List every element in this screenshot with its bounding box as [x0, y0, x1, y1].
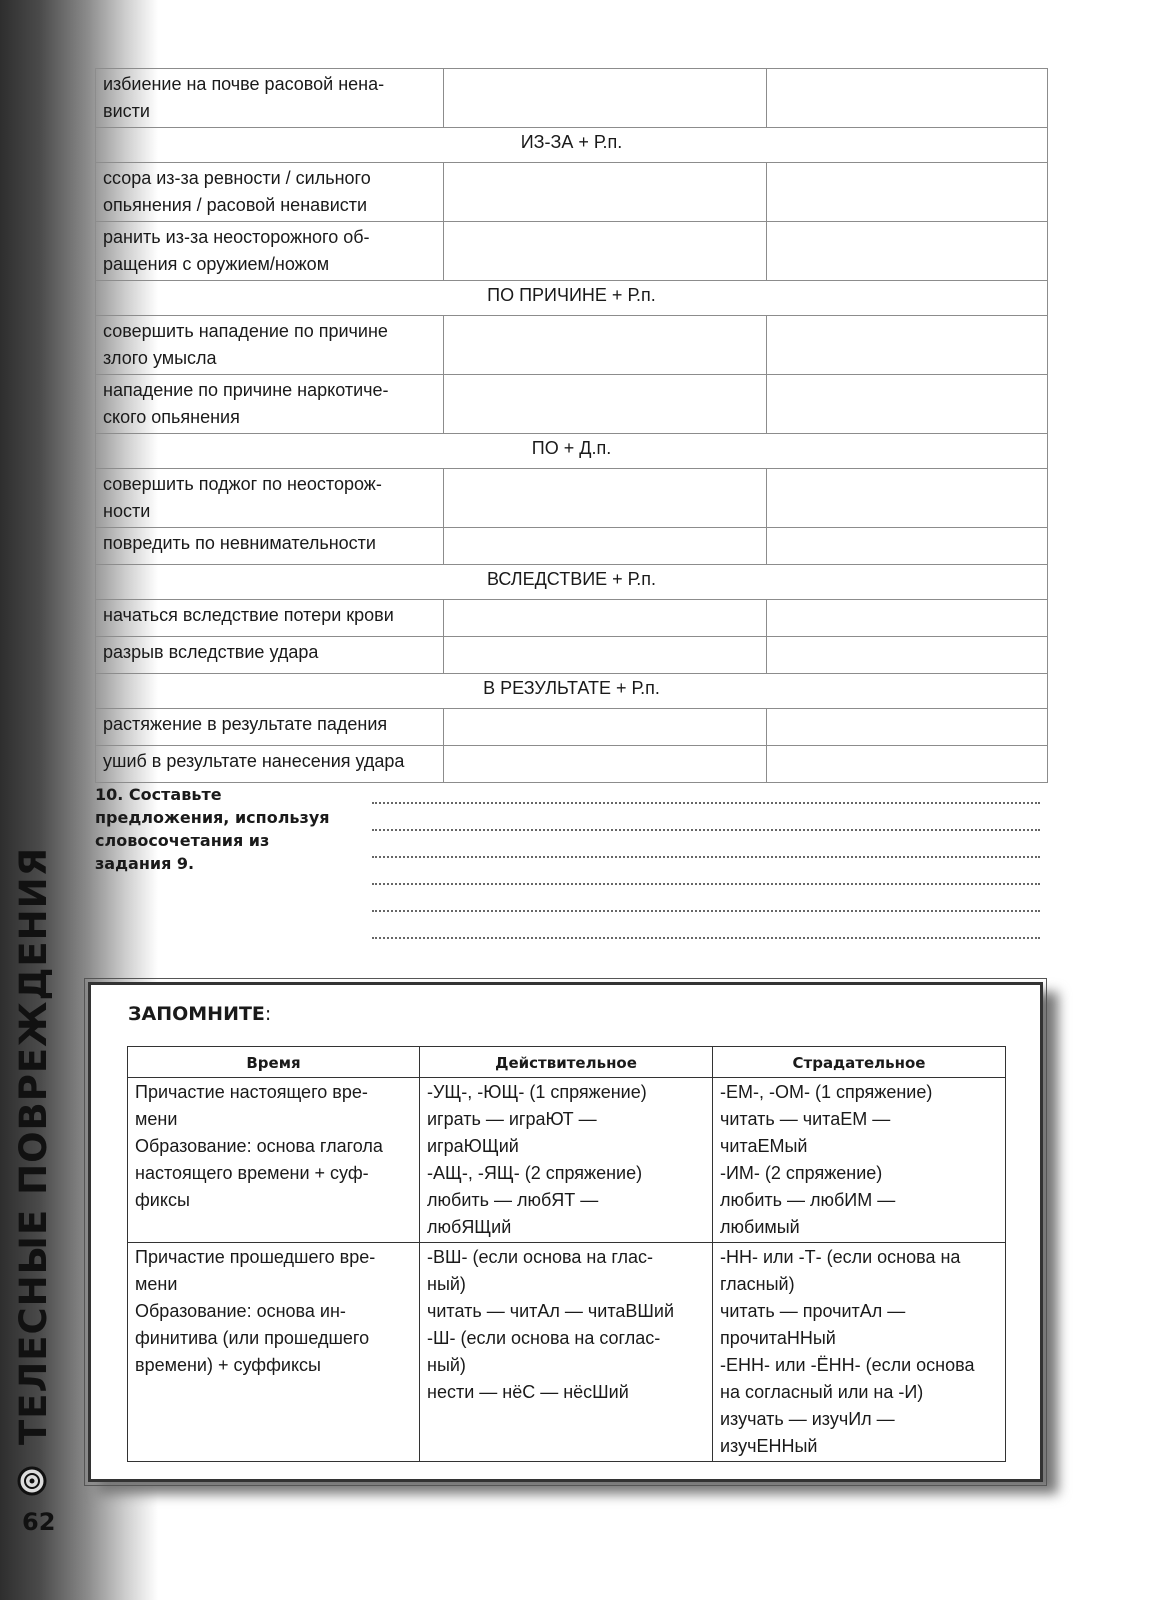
rule-active-cell: [420, 1243, 713, 1462]
column-header-active: Действительное: [420, 1047, 713, 1078]
table-row: [96, 222, 1048, 281]
answer-line[interactable]: [372, 827, 1040, 831]
rule-passive-cell: [713, 1243, 1006, 1462]
rule-active-cell: [420, 1078, 713, 1243]
task-line: словосочетания из: [95, 831, 270, 850]
rule-line: -АЩ-, -ЯЩ- (2 спряжение): [427, 1163, 643, 1183]
phrase-cell: [96, 469, 444, 528]
task-line: задания 9.: [95, 854, 195, 873]
answer-cell[interactable]: [444, 163, 767, 222]
answer-cell[interactable]: [767, 746, 1048, 783]
answer-cell[interactable]: [444, 528, 767, 565]
preposition-header: В РЕЗУЛЬТАТЕ + Р.п.: [96, 674, 1048, 709]
rule-line: нести — нёС — нёсШий: [427, 1382, 629, 1402]
rule-line: фиксы: [135, 1190, 190, 1210]
answer-cell[interactable]: [767, 528, 1048, 565]
rule-line: -НН- или -Т- (если основа на: [720, 1247, 961, 1267]
phrase-cell: [96, 637, 444, 674]
rule-line: -ИМ- (2 спряжение): [720, 1163, 883, 1183]
rule-line: изучЕННый: [720, 1436, 818, 1456]
page-number: 62: [22, 1508, 56, 1536]
task-10-instruction: [95, 783, 355, 875]
rule-line: любить — любИМ —: [720, 1190, 896, 1210]
answer-cell[interactable]: [444, 222, 767, 281]
rule-line: Образование: основа глагола: [135, 1136, 383, 1156]
answer-cell[interactable]: [444, 600, 767, 637]
rule-line: изучать — изучИл —: [720, 1409, 895, 1429]
phrase-line: ранить из-за неосторожного об-: [103, 227, 370, 247]
table-section-header: [96, 434, 1048, 469]
phrase-line: ссора из-за ревности / сильного: [103, 168, 371, 188]
table-row: [96, 637, 1048, 674]
answer-cell[interactable]: [444, 316, 767, 375]
table-section-header: [96, 565, 1048, 600]
answer-cell[interactable]: [444, 709, 767, 746]
phrase-line: повредить по невнимательности: [103, 533, 376, 553]
table-row: [96, 528, 1048, 565]
rule-line: мени: [135, 1109, 178, 1129]
phrase-line: растяжение в результате падения: [103, 714, 388, 734]
rule-line: читать — прочитАл —: [720, 1301, 906, 1321]
rule-line: на согласный или на -И): [720, 1382, 924, 1402]
answer-cell[interactable]: [767, 469, 1048, 528]
remember-title-text: ЗАПОМНИТЕ: [128, 1003, 265, 1025]
phrase-line: совершить нападение по причине: [103, 321, 388, 341]
rule-line: финитива (или прошедшего: [135, 1328, 370, 1348]
answer-cell[interactable]: [767, 163, 1048, 222]
phrase-cell: [96, 746, 444, 783]
rule-line: играЮЩий: [427, 1136, 519, 1156]
rule-line: читать — читАл — читаВШий: [427, 1301, 674, 1321]
medical-emblem-icon: [17, 1466, 47, 1496]
answer-cell[interactable]: [767, 600, 1048, 637]
rule-line: играть — играЮТ —: [427, 1109, 597, 1129]
answer-cell[interactable]: [767, 316, 1048, 375]
table-row: [96, 316, 1048, 375]
rule-time-cell: [128, 1078, 420, 1243]
answer-cell[interactable]: [767, 709, 1048, 746]
rule-line: читаЕМый: [720, 1136, 808, 1156]
answer-line[interactable]: [372, 854, 1040, 858]
rule-line: -ЕНН- или -ЁНН- (если основа: [720, 1355, 975, 1375]
answer-line[interactable]: [372, 881, 1040, 885]
rule-line: мени: [135, 1274, 178, 1294]
preposition-header: ИЗ-ЗА + Р.п.: [96, 128, 1048, 163]
answer-cell[interactable]: [444, 469, 767, 528]
phrase-line: ности: [103, 501, 151, 521]
phrase-line: висти: [103, 101, 150, 121]
answer-cell[interactable]: [444, 746, 767, 783]
preposition-header: ВСЛЕДСТВИЕ + Р.п.: [96, 565, 1048, 600]
phrase-line: нападение по причине наркотиче-: [103, 380, 389, 400]
column-header-passive: Страдательное: [713, 1047, 1006, 1078]
phrase-line: опьянения / расовой ненависти: [103, 195, 368, 215]
phrase-cell: [96, 600, 444, 637]
phrase-line: злого умысла: [103, 348, 217, 368]
rule-line: гласный): [720, 1274, 795, 1294]
rule-line: -Ш- (если основа на соглас-: [427, 1328, 661, 1348]
rule-time-cell: [128, 1243, 420, 1462]
table-row: [96, 746, 1048, 783]
rule-line: Причастие прошедшего вре-: [135, 1247, 376, 1267]
preposition-header: ПО + Д.п.: [96, 434, 1048, 469]
answer-line[interactable]: [372, 935, 1040, 939]
rule-line: -УЩ-, -ЮЩ- (1 спряжение): [427, 1082, 647, 1102]
answer-line[interactable]: [372, 800, 1040, 804]
rule-row: [128, 1078, 1006, 1243]
table-row: [96, 709, 1048, 746]
rule-row: [128, 1243, 1006, 1462]
phrase-line: ского опьянения: [103, 407, 240, 427]
table-row: [96, 163, 1048, 222]
answer-cell[interactable]: [444, 637, 767, 674]
answer-cell[interactable]: [767, 375, 1048, 434]
remember-colon: :: [264, 1003, 272, 1025]
table-section-header: [96, 281, 1048, 316]
phrase-cell: [96, 375, 444, 434]
phrase-cell: [96, 709, 444, 746]
table-row: [96, 69, 1048, 128]
rule-line: читать — читаЕМ —: [720, 1109, 891, 1129]
phrase-cell: [96, 316, 444, 375]
phrase-line: начаться вследствие потери крови: [103, 605, 394, 625]
table-section-header: [96, 674, 1048, 709]
answer-cell[interactable]: [444, 375, 767, 434]
table-section-header: [96, 128, 1048, 163]
phrase-cell: [96, 528, 444, 565]
task-line: 10. Составьте: [95, 785, 222, 804]
phrase-cell: [96, 69, 444, 128]
rule-line: любимый: [720, 1217, 800, 1237]
exercise-table: [95, 68, 1048, 783]
rule-line: ный): [427, 1274, 466, 1294]
column-header-time: Время: [128, 1047, 420, 1078]
rule-passive-cell: [713, 1078, 1006, 1243]
task-line: предложения, используя: [95, 808, 330, 827]
table-row: [96, 469, 1048, 528]
rule-line: прочитаННый: [720, 1328, 836, 1348]
table-row: [96, 375, 1048, 434]
participle-rules-table: [127, 1046, 1006, 1462]
phrase-line: совершить поджог по неосторож-: [103, 474, 382, 494]
phrase-line: ращения с оружием/ножом: [103, 254, 330, 274]
chapter-title: ТЕЛЕСНЫЕ ПОВРЕЖДЕНИЯ: [12, 846, 55, 1445]
preposition-header: ПО ПРИЧИНЕ + Р.п.: [96, 281, 1048, 316]
rule-line: любЯЩий: [427, 1217, 512, 1237]
phrase-cell: [96, 222, 444, 281]
phrase-line: избиение на почве расовой нена-: [103, 74, 385, 94]
rule-line: любить — любЯТ —: [427, 1190, 599, 1210]
phrase-cell: [96, 163, 444, 222]
rule-line: -ЕМ-, -ОМ- (1 спряжение): [720, 1082, 933, 1102]
rule-line: ный): [427, 1355, 466, 1375]
phrase-line: разрыв вследствие удара: [103, 642, 319, 662]
rule-line: настоящего времени + суф-: [135, 1163, 369, 1183]
rule-line: времени) + суффиксы: [135, 1355, 321, 1375]
answer-cell[interactable]: [767, 637, 1048, 674]
rule-line: Причастие настоящего вре-: [135, 1082, 368, 1102]
remember-title: [128, 1003, 271, 1025]
answer-cell[interactable]: [444, 69, 767, 128]
answer-line[interactable]: [372, 908, 1040, 912]
answer-cell[interactable]: [767, 222, 1048, 281]
table-row: [96, 600, 1048, 637]
rule-line: Образование: основа ин-: [135, 1301, 346, 1321]
answer-cell[interactable]: [767, 69, 1048, 128]
phrase-line: ушиб в результате нанесения удара: [103, 751, 405, 771]
rule-line: -ВШ- (если основа на глас-: [427, 1247, 654, 1267]
